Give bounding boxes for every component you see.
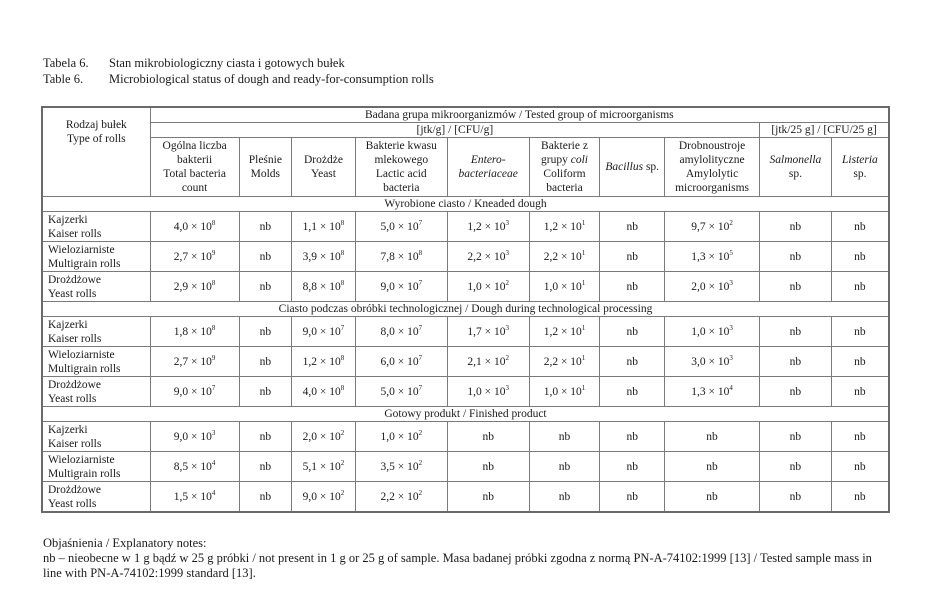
table-row <box>42 317 889 347</box>
caption-pl-label: Tabela 6. <box>43 56 89 70</box>
exponent: 4 <box>211 458 216 467</box>
exponent: 1 <box>581 218 586 227</box>
value-cell: nb <box>239 212 292 242</box>
value-cell: nb <box>239 317 292 347</box>
column-header: Bakterie z grupy coli Coliform bacteria <box>529 138 600 197</box>
column-header: Entero- bacteriaceae <box>447 138 529 197</box>
table-row <box>42 212 889 242</box>
value-cell: nb <box>600 317 665 347</box>
value-cell: $7,8 \times 10^8$ <box>355 242 447 272</box>
exponent: 3 <box>505 218 509 227</box>
value-cell: nb <box>239 422 292 452</box>
value-cell: $9,0 \times 10^7$ <box>150 377 239 407</box>
value-cell: $1,7 \times 10^3$ <box>447 317 529 347</box>
exponent: 2 <box>340 488 345 497</box>
exponent: 3 <box>729 353 733 362</box>
value-cell: $2,2 \times 10^1$ <box>529 347 600 377</box>
value-cell: $1,3 \times 10^4$ <box>665 377 760 407</box>
exponent: 3 <box>729 278 733 287</box>
caption-en <box>43 71 434 87</box>
value-cell: nb <box>831 422 889 452</box>
value-cell: $9,7 \times 10^2$ <box>665 212 760 242</box>
microbiology-table <box>41 106 890 513</box>
value-cell: $1,0 \times 10^2$ <box>447 272 529 302</box>
value-cell: nb <box>529 452 600 482</box>
roll-type-cell: Kajzerki Kaiser rolls <box>42 212 150 242</box>
exponent: 1 <box>581 323 586 332</box>
exponent: 1 <box>581 383 586 392</box>
roll-type-cell: Kajzerki Kaiser rolls <box>42 422 150 452</box>
roll-type-cell: Wieloziarniste Multigrain rolls <box>42 452 150 482</box>
value-cell: nb <box>529 422 600 452</box>
value-cell: nb <box>665 422 760 452</box>
exponent: 8 <box>211 323 216 332</box>
exponent: 7 <box>418 383 423 392</box>
exponent: 9 <box>211 248 216 257</box>
value-cell: $1,1 \times 10^8$ <box>292 212 356 242</box>
unit-header-per-gram: [jtk/g] / [CFU/g] <box>150 123 759 138</box>
value-cell: $2,2 \times 10^3$ <box>447 242 529 272</box>
value-cell: nb <box>239 347 292 377</box>
value-cell: $4,0 \times 10^8$ <box>150 212 239 242</box>
value-cell: $3,9 \times 10^8$ <box>292 242 356 272</box>
value-cell: $1,0 \times 10^3$ <box>447 377 529 407</box>
column-header: Bacillus sp. <box>600 138 665 197</box>
value-cell: nb <box>529 482 600 513</box>
value-cell: nb <box>600 377 665 407</box>
caption-en-label: Table 6. <box>43 72 84 86</box>
section-title: Ciasto podczas obróbki technologicznej / Dough during technological processing <box>42 302 889 317</box>
value-cell: nb <box>760 347 832 377</box>
roll-type-cell: Drożdżowe Yeast rolls <box>42 482 150 513</box>
value-cell: nb <box>600 272 665 302</box>
value-cell: $1,8 \times 10^8$ <box>150 317 239 347</box>
value-cell: nb <box>831 212 889 242</box>
caption-pl <box>43 55 434 71</box>
explanatory-notes <box>43 536 893 581</box>
value-cell: nb <box>760 452 832 482</box>
exponent: 7 <box>211 383 216 392</box>
value-cell: nb <box>239 377 292 407</box>
value-cell: nb <box>665 482 760 513</box>
roll-type-cell: Wieloziarniste Multigrain rolls <box>42 347 150 377</box>
roll-type-cell: Drożdżowe Yeast rolls <box>42 377 150 407</box>
value-cell: nb <box>239 272 292 302</box>
exponent: 8 <box>418 248 423 257</box>
column-header: Pleśnie Molds <box>239 138 292 197</box>
value-cell: nb <box>760 482 832 513</box>
exponent: 2 <box>340 458 345 467</box>
value-cell: $1,3 \times 10^5$ <box>665 242 760 272</box>
roll-type-cell: Wieloziarniste Multigrain rolls <box>42 242 150 272</box>
value-cell: $5,0 \times 10^7$ <box>355 212 447 242</box>
roll-type-cell: Kajzerki Kaiser rolls <box>42 317 150 347</box>
exponent: 2 <box>729 218 733 227</box>
unit-header-per-25g: [jtk/25 g] / [CFU/25 g] <box>760 123 889 138</box>
table-row <box>42 242 889 272</box>
table-row <box>42 452 889 482</box>
exponent: 7 <box>418 278 423 287</box>
value-cell: nb <box>239 242 292 272</box>
exponent: 2 <box>418 488 423 497</box>
value-cell: $4,0 \times 10^8$ <box>292 377 356 407</box>
column-header: Ogólna liczba bakterii Total bacteria count <box>150 138 239 197</box>
column-header: Salmonella sp. <box>760 138 832 197</box>
exponent: 2 <box>340 428 345 437</box>
exponent: 2 <box>505 353 509 362</box>
column-header: Drobnoustroje amylolityczne Amylolytic microorganisms <box>665 138 760 197</box>
section-row <box>42 197 889 212</box>
exponent: 5 <box>729 248 733 257</box>
value-cell: $1,2 \times 10^1$ <box>529 317 600 347</box>
exponent: 3 <box>729 323 733 332</box>
value-cell: $1,2 \times 10^3$ <box>447 212 529 242</box>
value-cell: $2,9 \times 10^8$ <box>150 272 239 302</box>
value-cell: nb <box>447 482 529 513</box>
exponent: 8 <box>211 278 216 287</box>
value-cell: $2,1 \times 10^2$ <box>447 347 529 377</box>
value-cell: nb <box>760 242 832 272</box>
exponent: 1 <box>581 278 586 287</box>
exponent: 3 <box>505 383 509 392</box>
exponent: 8 <box>340 383 345 392</box>
exponent: 2 <box>418 428 423 437</box>
exponent: 8 <box>340 218 345 227</box>
value-cell: $5,1 \times 10^2$ <box>292 452 356 482</box>
table-row <box>42 377 889 407</box>
value-cell: nb <box>665 452 760 482</box>
exponent: 8 <box>340 278 345 287</box>
value-cell: $1,5 \times 10^4$ <box>150 482 239 513</box>
value-cell: nb <box>760 272 832 302</box>
value-cell: $2,7 \times 10^9$ <box>150 347 239 377</box>
value-cell: $2,2 \times 10^1$ <box>529 242 600 272</box>
value-cell: $6,0 \times 10^7$ <box>355 347 447 377</box>
exponent: 7 <box>418 323 423 332</box>
exponent: 8 <box>340 353 345 362</box>
table-row <box>42 347 889 377</box>
type-of-rolls-header: Rodzaj bułek Type of rolls <box>42 107 150 197</box>
column-header: Drożdże Yeast <box>292 138 356 197</box>
exponent: 2 <box>505 278 509 287</box>
column-header: Listeria sp. <box>831 138 889 197</box>
value-cell: nb <box>831 482 889 513</box>
value-cell: $1,0 \times 10^3$ <box>665 317 760 347</box>
exponent: 3 <box>211 428 216 437</box>
caption-en-title: Microbiological status of dough and ready-for-consumption rolls <box>109 72 434 86</box>
value-cell: nb <box>760 422 832 452</box>
value-cell: nb <box>600 347 665 377</box>
value-cell: $3,5 \times 10^2$ <box>355 452 447 482</box>
value-cell: nb <box>447 422 529 452</box>
exponent: 4 <box>729 383 733 392</box>
value-cell: nb <box>600 482 665 513</box>
exponent: 3 <box>505 323 509 332</box>
value-cell: $5,0 \times 10^7$ <box>355 377 447 407</box>
value-cell: $8,8 \times 10^8$ <box>292 272 356 302</box>
value-cell: nb <box>831 377 889 407</box>
value-cell: nb <box>600 212 665 242</box>
value-cell: $1,0 \times 10^1$ <box>529 377 600 407</box>
value-cell: $9,0 \times 10^7$ <box>355 272 447 302</box>
group-header: Badana grupa mikroorganizmów / Tested group of microorganisms <box>150 107 889 123</box>
notes-text: nb – nieobecne w 1 g bądź w 25 g próbki / not present in 1 g or 25 g of sample. Masa badanej próbki zgodna z normą PN-A-74102:1999 [13] / Tested sample mass in line with PN-A-74102:1999 standard [13]. <box>43 551 872 580</box>
value-cell: $2,0 \times 10^3$ <box>665 272 760 302</box>
exponent: 7 <box>418 218 423 227</box>
value-cell: nb <box>760 317 832 347</box>
roll-type-cell: Drożdżowe Yeast rolls <box>42 272 150 302</box>
value-cell: $9,0 \times 10^7$ <box>292 317 356 347</box>
column-header: Bakterie kwasu mlekowego Lactic acid bacteria <box>355 138 447 197</box>
exponent: 1 <box>581 248 586 257</box>
value-cell: nb <box>760 377 832 407</box>
notes-heading: Objaśnienia / Explanatory notes: <box>43 536 207 550</box>
exponent: 3 <box>505 248 509 257</box>
table-row <box>42 272 889 302</box>
table-row <box>42 482 889 513</box>
exponent: 7 <box>418 353 423 362</box>
value-cell: nb <box>760 212 832 242</box>
value-cell: nb <box>600 242 665 272</box>
value-cell: nb <box>831 272 889 302</box>
caption-pl-title: Stan mikrobiologiczny ciasta i gotowych bułek <box>109 56 345 70</box>
value-cell: nb <box>600 422 665 452</box>
value-cell: $9,0 \times 10^2$ <box>292 482 356 513</box>
value-cell: $8,5 \times 10^4$ <box>150 452 239 482</box>
exponent: 1 <box>581 353 586 362</box>
table-caption <box>43 55 434 87</box>
value-cell: $1,2 \times 10^1$ <box>529 212 600 242</box>
exponent: 2 <box>418 458 423 467</box>
value-cell: $1,0 \times 10^2$ <box>355 422 447 452</box>
exponent: 9 <box>211 353 216 362</box>
value-cell: nb <box>831 242 889 272</box>
value-cell: $1,0 \times 10^1$ <box>529 272 600 302</box>
value-cell: $8,0 \times 10^7$ <box>355 317 447 347</box>
value-cell: nb <box>831 452 889 482</box>
value-cell: $2,2 \times 10^2$ <box>355 482 447 513</box>
exponent: 7 <box>340 323 345 332</box>
value-cell: $2,0 \times 10^2$ <box>292 422 356 452</box>
value-cell: $9,0 \times 10^3$ <box>150 422 239 452</box>
value-cell: nb <box>447 452 529 482</box>
section-row <box>42 407 889 422</box>
exponent: 8 <box>211 218 216 227</box>
exponent: 4 <box>211 488 216 497</box>
value-cell: nb <box>600 452 665 482</box>
value-cell: $3,0 \times 10^3$ <box>665 347 760 377</box>
value-cell: nb <box>239 452 292 482</box>
value-cell: nb <box>831 347 889 377</box>
section-row <box>42 302 889 317</box>
section-title: Wyrobione ciasto / Kneaded dough <box>42 197 889 212</box>
value-cell: $2,7 \times 10^9$ <box>150 242 239 272</box>
exponent: 8 <box>340 248 345 257</box>
value-cell: nb <box>831 317 889 347</box>
table-row <box>42 422 889 452</box>
section-title: Gotowy produkt / Finished product <box>42 407 889 422</box>
value-cell: $1,2 \times 10^8$ <box>292 347 356 377</box>
value-cell: nb <box>239 482 292 513</box>
